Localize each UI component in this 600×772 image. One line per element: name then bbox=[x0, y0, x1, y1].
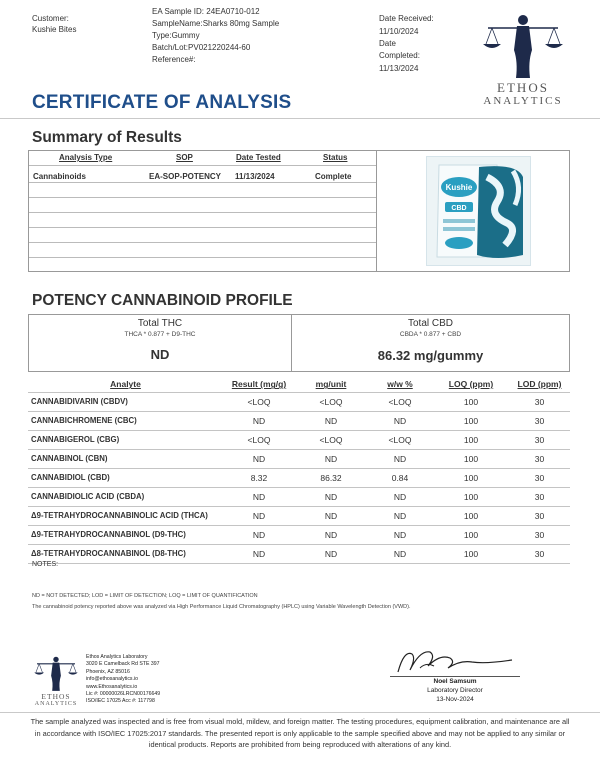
analyte-lod: 30 bbox=[509, 411, 570, 430]
analyte-header-row bbox=[28, 375, 570, 392]
analyte-loq: 100 bbox=[433, 525, 509, 544]
svg-text:Kushie: Kushie bbox=[445, 183, 473, 192]
table-row bbox=[28, 468, 570, 487]
table-row bbox=[28, 449, 570, 468]
lady-justice-icon bbox=[478, 10, 568, 80]
analyte-loq: 100 bbox=[433, 506, 509, 525]
col-sop: SOP bbox=[176, 153, 193, 162]
analyte-lod: 30 bbox=[509, 506, 570, 525]
total-thc-formula: THCA * 0.877 + D9-THC bbox=[124, 331, 196, 338]
analyte-table bbox=[28, 375, 570, 564]
analyte-lod: 30 bbox=[509, 468, 570, 487]
analyte-loq: 100 bbox=[433, 392, 509, 411]
title-divider bbox=[0, 118, 600, 119]
analyte-mg-unit: <LOQ bbox=[295, 392, 367, 411]
analyte-result: ND bbox=[223, 525, 295, 544]
analyte-ww: ND bbox=[367, 525, 433, 544]
col-status: Status bbox=[323, 153, 348, 162]
page-title: CERTIFICATE OF ANALYSIS bbox=[32, 92, 292, 113]
customer-label: Customer: bbox=[32, 14, 69, 23]
date-label: Date bbox=[379, 39, 396, 48]
analyte-lod: 30 bbox=[509, 525, 570, 544]
analyte-lod: 30 bbox=[509, 487, 570, 506]
date-received: 11/10/2024 bbox=[379, 27, 419, 36]
row-divider bbox=[29, 182, 376, 183]
analyte-ww: ND bbox=[367, 411, 433, 430]
director-signature bbox=[390, 644, 520, 678]
potency-summary-box bbox=[28, 314, 570, 372]
director-title: Laboratory Director bbox=[427, 687, 483, 694]
analyte-name: CANNABIDIOL (CBD) bbox=[28, 468, 223, 487]
analyte-ww: ND bbox=[367, 487, 433, 506]
summary-date-tested: 11/13/2024 bbox=[235, 172, 275, 181]
table-row bbox=[28, 544, 570, 563]
analyte-loq: 100 bbox=[433, 487, 509, 506]
analyte-lod: 30 bbox=[509, 449, 570, 468]
analyte-name: Δ9-TETRAHYDROCANNABINOL (D9-THC) bbox=[28, 525, 223, 544]
analyte-name: CANNABIDIVARIN (CBDV) bbox=[28, 392, 223, 411]
analyte-mg-unit: ND bbox=[295, 525, 367, 544]
analyte-ww: ND bbox=[367, 449, 433, 468]
analyte-name: CANNABICHROMENE (CBC) bbox=[28, 411, 223, 430]
col-lod: LOD (ppm) bbox=[517, 379, 562, 390]
sample-name: SampleName:Sharks 80mg Sample bbox=[152, 19, 280, 28]
director-name: Noel Samsum bbox=[433, 678, 477, 685]
row-divider bbox=[29, 197, 376, 198]
col-result: Result (mg/g) bbox=[231, 379, 287, 390]
analyte-name: Δ9-TETRAHYDROCANNABINOLIC ACID (THCA) bbox=[28, 506, 223, 525]
analyte-result: 8.32 bbox=[223, 468, 295, 487]
signature-date: 13-Nov-2024 bbox=[436, 696, 474, 703]
logo-ethos-text: ETHOS bbox=[497, 80, 549, 95]
notes-label: NOTES: bbox=[32, 561, 59, 568]
analyte-result: ND bbox=[223, 487, 295, 506]
footer-divider bbox=[0, 712, 600, 713]
col-analyte: Analyte bbox=[110, 379, 141, 390]
footer-logo-ethos: ETHOS bbox=[41, 692, 71, 701]
summary-vertical-divider bbox=[376, 151, 377, 271]
col-loq: LOQ (ppm) bbox=[448, 379, 494, 390]
analyte-ww: ND bbox=[367, 506, 433, 525]
col-ww-percent: w/w % bbox=[387, 379, 413, 390]
col-date-tested: Date Tested bbox=[236, 153, 281, 162]
analyte-result: ND bbox=[223, 449, 295, 468]
completed-label: Completed: bbox=[379, 51, 420, 60]
table-row bbox=[28, 411, 570, 430]
analyte-mg-unit: ND bbox=[295, 487, 367, 506]
signature-icon bbox=[390, 644, 520, 678]
lady-justice-icon bbox=[30, 654, 82, 692]
footnote-abbreviations: ND = NOT DETECTED; LOD = LIMIT OF DETECTION; LOQ = LIMIT OF QUANTIFICATION bbox=[32, 593, 258, 599]
analyte-mg-unit: ND bbox=[295, 506, 367, 525]
table-row bbox=[28, 430, 570, 449]
analyte-loq: 100 bbox=[433, 544, 509, 563]
potency-heading: POTENCY CANNABINOID PROFILE bbox=[32, 292, 293, 309]
analyte-mg-unit: ND bbox=[295, 544, 367, 563]
lab-email: info@ethosanalytics.io bbox=[86, 676, 138, 683]
row-divider bbox=[29, 257, 376, 258]
total-cbd-label: Total CBD bbox=[407, 318, 453, 329]
analyte-result: ND bbox=[223, 544, 295, 563]
summary-box bbox=[28, 150, 570, 272]
lab-iso: ISO/IEC 17025 Acc #: 117798 bbox=[86, 698, 155, 705]
analyte-result: ND bbox=[223, 411, 295, 430]
total-cbd-formula: CBDA * 0.877 + CBD bbox=[399, 331, 462, 338]
analyte-ww: 0.84 bbox=[367, 468, 433, 487]
reference: Reference#: bbox=[152, 55, 196, 64]
summary-heading: Summary of Results bbox=[32, 129, 182, 146]
sample-id: EA Sample ID: 24EA0710-012 bbox=[152, 7, 260, 16]
total-thc-label: Total THC bbox=[137, 318, 183, 329]
row-divider bbox=[29, 227, 376, 228]
disclaimer-text: The sample analyzed was inspected and is free from visual mold, mildew, and foreign matter. The testing procedures, equipment calibration, and maintenance are all in accordance with ISO/IEC 17025:2017 standards. The presented report is only applicable to the sample specified above and may not be applied to any similar or identical products. Reports are prohibited from being reproduced with alterations of any kind. bbox=[30, 717, 570, 749]
analyte-loq: 100 bbox=[433, 411, 509, 430]
analyte-result: ND bbox=[223, 506, 295, 525]
table-row bbox=[28, 525, 570, 544]
analyte-ww: <LOQ bbox=[367, 430, 433, 449]
gummy-package-icon bbox=[427, 157, 530, 265]
summary-sop: EA-SOP-POTENCY bbox=[149, 172, 222, 181]
lab-license: Lic #: 00000026LRCN00176649 bbox=[86, 691, 161, 698]
footer-ethos-logo bbox=[30, 654, 82, 710]
analyte-mg-unit: <LOQ bbox=[295, 430, 367, 449]
row-divider bbox=[29, 165, 376, 166]
analyte-ww: ND bbox=[367, 544, 433, 563]
row-divider bbox=[29, 212, 376, 213]
analyte-mg-unit: ND bbox=[295, 411, 367, 430]
product-image bbox=[426, 156, 531, 266]
svg-text:CBD: CBD bbox=[451, 205, 467, 212]
row-divider bbox=[29, 242, 376, 243]
summary-status: Complete bbox=[315, 172, 352, 181]
table-row bbox=[28, 487, 570, 506]
analyte-name: CANNABINOL (CBN) bbox=[28, 449, 223, 468]
table-row bbox=[28, 392, 570, 411]
lab-website: www.Ethosanalytics.io bbox=[86, 683, 138, 690]
ethos-logo bbox=[478, 10, 568, 110]
analyte-mg-unit: ND bbox=[295, 449, 367, 468]
analyte-lod: 30 bbox=[509, 430, 570, 449]
date-completed: 11/13/2024 bbox=[379, 64, 419, 73]
table-row bbox=[28, 506, 570, 525]
customer-name: Kushie Bites bbox=[32, 25, 77, 34]
analyte-loq: 100 bbox=[433, 468, 509, 487]
lab-address1: 3020 E Camelback Rd STE 397 bbox=[86, 661, 160, 668]
col-mg-unit: mg/unit bbox=[315, 379, 347, 390]
analyte-lod: 30 bbox=[509, 392, 570, 411]
analyte-loq: 100 bbox=[433, 449, 509, 468]
lab-info bbox=[86, 654, 160, 706]
analyte-name: Δ8-TETRAHYDROCANNABINOL (D8-THC) bbox=[28, 544, 223, 563]
lab-address2: Phoenix, AZ 85016 bbox=[86, 668, 130, 675]
date-received-label: Date Received: bbox=[379, 14, 434, 23]
analyte-name: CANNABIGEROL (CBG) bbox=[28, 430, 223, 449]
total-cbd-value: 86.32 mg/gummy bbox=[377, 348, 484, 363]
summary-analysis-type: Cannabinoids bbox=[33, 172, 86, 181]
analyte-mg-unit: 86.32 bbox=[295, 468, 367, 487]
analyte-loq: 100 bbox=[433, 430, 509, 449]
col-analysis-type: Analysis Type bbox=[59, 153, 113, 162]
analyte-lod: 30 bbox=[509, 544, 570, 563]
signature-line bbox=[390, 676, 520, 677]
analyte-name: CANNABIDIOLIC ACID (CBDA) bbox=[28, 487, 223, 506]
lab-name: Ethos Analytics Laboratory bbox=[86, 654, 148, 660]
analyte-result: <LOQ bbox=[223, 430, 295, 449]
batch-lot: Batch/Lot:PV021220244-60 bbox=[152, 43, 251, 52]
footer-logo-analytics: ANALYTICS bbox=[34, 701, 78, 707]
analyte-ww: <LOQ bbox=[367, 392, 433, 411]
logo-analytics-text: ANALYTICS bbox=[483, 95, 563, 107]
total-thc-value: ND bbox=[150, 347, 170, 362]
footnote-method: The cannabinoid potency reported above was analyzed via High Performance Liquid Chromatography (HPLC) using Variable Wavelength Detection (VWD). bbox=[32, 604, 411, 610]
analyte-result: <LOQ bbox=[223, 392, 295, 411]
sample-type: Type:Gummy bbox=[152, 31, 200, 40]
